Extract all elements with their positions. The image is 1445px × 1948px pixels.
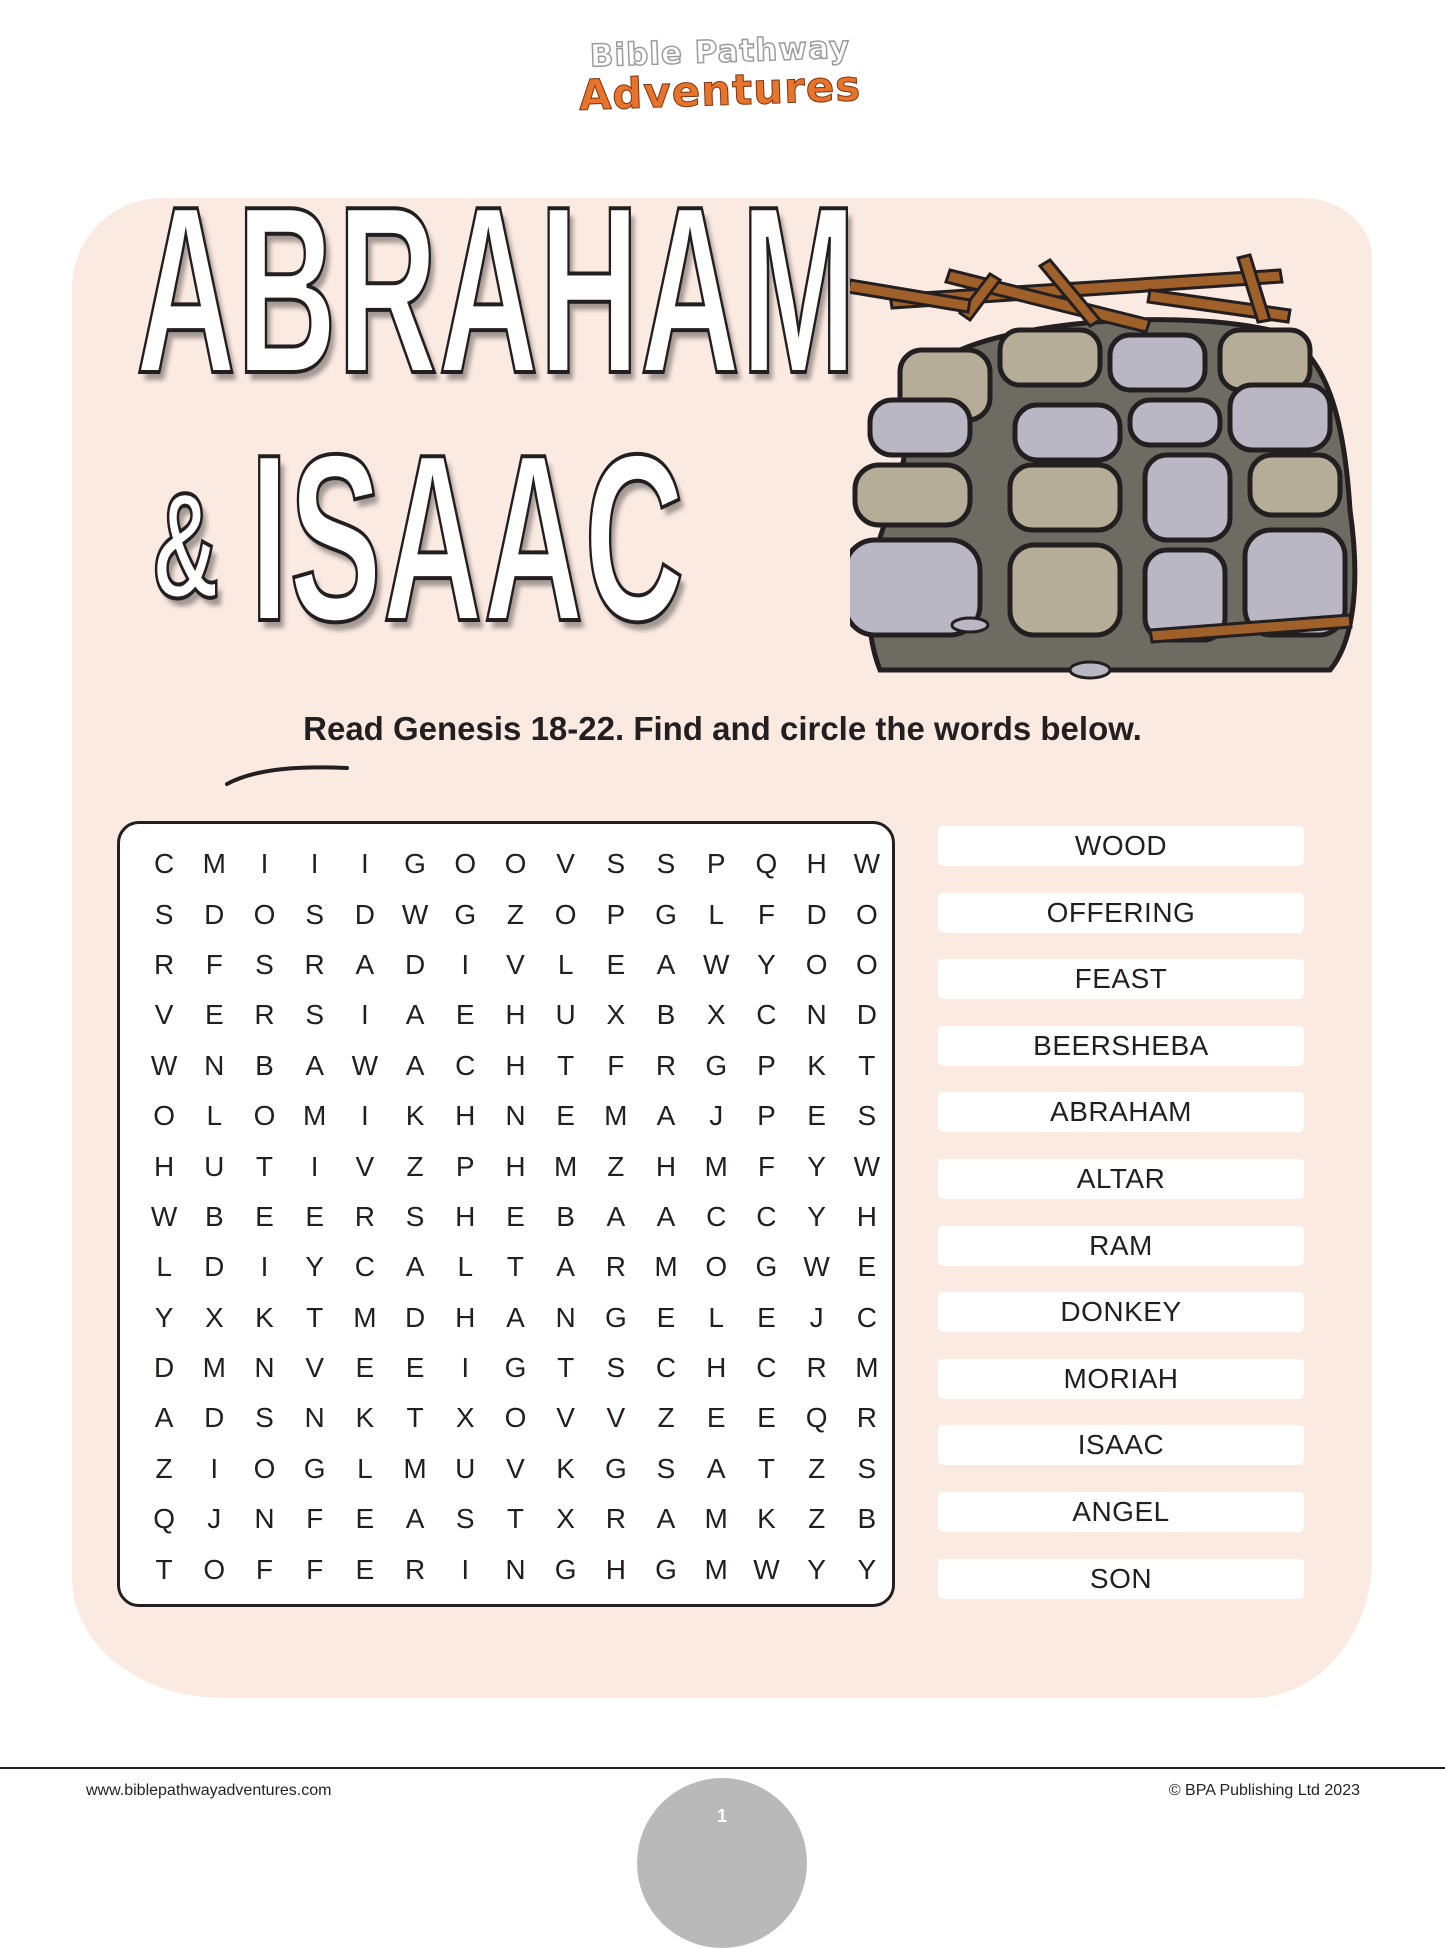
grid-letter[interactable]: C bbox=[756, 1352, 777, 1384]
grid-letter[interactable]: G bbox=[655, 898, 677, 930]
grid-letter[interactable]: X bbox=[556, 1503, 575, 1535]
grid-letter[interactable]: Q bbox=[755, 848, 778, 880]
grid-letter[interactable]: H bbox=[806, 848, 827, 880]
grid-letter[interactable]: E bbox=[455, 999, 475, 1031]
grid-letter[interactable]: Y bbox=[807, 1200, 826, 1232]
grid-letter[interactable]: S bbox=[305, 999, 325, 1031]
grid-letter[interactable]: A bbox=[656, 1100, 676, 1132]
grid-letter[interactable]: P bbox=[757, 1049, 776, 1081]
grid-letter[interactable]: J bbox=[809, 1301, 824, 1333]
grid-letter[interactable]: F bbox=[757, 898, 775, 930]
grid-letter[interactable]: E bbox=[355, 1553, 375, 1585]
grid-letter[interactable]: W bbox=[853, 1150, 881, 1182]
grid-letter[interactable]: R bbox=[605, 1251, 626, 1283]
grid-letter[interactable]: Z bbox=[607, 1150, 625, 1182]
word-list-item: WOOD bbox=[938, 826, 1304, 866]
grid-letter[interactable]: O bbox=[253, 1100, 276, 1132]
grid-letter[interactable]: A bbox=[154, 1402, 174, 1434]
grid-letter[interactable]: H bbox=[455, 1100, 476, 1132]
grid-letter[interactable]: P bbox=[606, 898, 626, 930]
grid-letter[interactable]: E bbox=[405, 1352, 425, 1384]
grid-letter[interactable]: E bbox=[807, 1100, 826, 1132]
title-ampersand: & bbox=[152, 461, 220, 629]
grid-letter[interactable]: Z bbox=[506, 898, 524, 930]
instructions: Read Genesis 18-22. Find and circle the words below. bbox=[303, 710, 1142, 747]
grid-letter[interactable]: A bbox=[706, 1452, 726, 1484]
grid-letter[interactable]: M bbox=[704, 1503, 728, 1535]
grid-letter[interactable]: T bbox=[506, 1251, 524, 1283]
grid-letter[interactable]: V bbox=[305, 1352, 325, 1384]
grid-letter[interactable]: Z bbox=[808, 1452, 826, 1484]
grid-letter[interactable]: E bbox=[757, 1402, 776, 1434]
grid-letter[interactable]: R bbox=[806, 1352, 827, 1384]
word-list-item: OFFERING bbox=[938, 893, 1304, 933]
grid-letter[interactable]: K bbox=[807, 1049, 826, 1081]
grid-letter[interactable]: S bbox=[656, 1452, 676, 1484]
grid-letter[interactable]: P bbox=[455, 1150, 475, 1182]
grid-letter[interactable]: N bbox=[806, 999, 827, 1031]
grid-letter[interactable]: S bbox=[255, 948, 274, 980]
grid-letter[interactable]: Y bbox=[154, 1301, 174, 1333]
underline-swoosh bbox=[222, 758, 352, 788]
grid-letter[interactable]: X bbox=[606, 999, 626, 1031]
grid-letter[interactable]: U bbox=[455, 1452, 476, 1484]
grid-letter[interactable]: L bbox=[156, 1251, 172, 1283]
grid-letter[interactable]: W bbox=[753, 1553, 780, 1585]
grid-letter[interactable]: I bbox=[461, 1352, 470, 1384]
grid-letter[interactable]: G bbox=[755, 1251, 778, 1283]
grid-letter[interactable]: R bbox=[354, 1200, 375, 1232]
grid-letter[interactable]: A bbox=[556, 1251, 575, 1283]
grid-letter[interactable]: I bbox=[360, 999, 369, 1031]
grid-letter[interactable]: M bbox=[654, 1251, 678, 1283]
grid-letter[interactable]: R bbox=[254, 999, 275, 1031]
grid-letter[interactable]: K bbox=[255, 1301, 274, 1333]
grid-letter[interactable]: S bbox=[154, 898, 174, 930]
word-list-item: FEAST bbox=[938, 959, 1304, 999]
grid-row bbox=[139, 1141, 892, 1191]
word-list-item: BEERSHEBA bbox=[938, 1026, 1304, 1066]
grid-letter[interactable]: L bbox=[708, 1301, 724, 1333]
grid-letter[interactable]: F bbox=[306, 1503, 324, 1535]
grid-letter[interactable]: E bbox=[857, 1251, 877, 1283]
grid-letter[interactable]: Q bbox=[805, 1402, 828, 1434]
grid-letter[interactable]: M bbox=[303, 1100, 327, 1132]
grid-letter[interactable]: V bbox=[606, 1402, 626, 1434]
grid-letter[interactable]: L bbox=[557, 948, 574, 980]
grid-letter[interactable]: T bbox=[306, 1301, 324, 1333]
grid-letter[interactable]: G bbox=[604, 1452, 627, 1484]
letter-grid bbox=[139, 839, 892, 1595]
grid-letter[interactable]: B bbox=[656, 999, 676, 1031]
grid-letter[interactable]: X bbox=[455, 1402, 475, 1434]
word-search-grid bbox=[117, 821, 895, 1607]
footer-copyright: © BPA Publishing Ltd 2023 bbox=[1168, 1782, 1360, 1799]
grid-letter[interactable]: E bbox=[556, 1100, 575, 1132]
grid-letter[interactable]: R bbox=[655, 1049, 677, 1081]
logo bbox=[570, 29, 870, 134]
grid-letter[interactable]: G bbox=[454, 898, 477, 930]
grid-letter[interactable]: D bbox=[204, 1251, 225, 1283]
grid-letter[interactable]: L bbox=[206, 1100, 223, 1132]
grid-letter[interactable]: G bbox=[604, 1301, 627, 1333]
grid-letter[interactable]: W bbox=[401, 898, 429, 930]
grid-letter[interactable]: O bbox=[705, 1251, 728, 1283]
grid-letter[interactable]: I bbox=[260, 1251, 269, 1283]
grid-letter[interactable]: A bbox=[405, 1251, 425, 1283]
grid-letter[interactable]: Z bbox=[657, 1402, 675, 1434]
grid-letter[interactable]: I bbox=[461, 948, 470, 980]
grid-letter[interactable]: M bbox=[704, 1150, 728, 1182]
grid-row bbox=[139, 1192, 892, 1242]
grid-letter[interactable]: D bbox=[153, 1352, 175, 1384]
grid-letter[interactable]: D bbox=[404, 1301, 426, 1333]
grid-letter[interactable]: C bbox=[856, 1301, 877, 1333]
grid-letter[interactable]: N bbox=[204, 1049, 225, 1081]
grid-row bbox=[139, 1444, 892, 1494]
grid-letter[interactable]: W bbox=[702, 948, 730, 980]
grid-letter[interactable]: X bbox=[204, 1301, 224, 1333]
grid-letter[interactable]: V bbox=[154, 999, 174, 1031]
grid-letter[interactable]: G bbox=[504, 1352, 527, 1384]
grid-letter[interactable]: I bbox=[461, 1553, 470, 1585]
grid-letter[interactable]: S bbox=[405, 1200, 425, 1232]
grid-letter[interactable]: A bbox=[405, 1049, 425, 1081]
grid-letter[interactable]: M bbox=[704, 1553, 728, 1585]
grid-letter[interactable]: I bbox=[310, 848, 319, 880]
grid-letter[interactable]: C bbox=[756, 999, 777, 1031]
grid-letter[interactable]: W bbox=[150, 1200, 178, 1232]
grid-letter[interactable]: Y bbox=[757, 948, 776, 980]
grid-letter[interactable]: D bbox=[354, 898, 375, 930]
grid-letter[interactable]: T bbox=[557, 1352, 575, 1384]
grid-letter[interactable]: F bbox=[205, 948, 223, 980]
grid-letter[interactable]: T bbox=[506, 1503, 524, 1535]
grid-letter[interactable]: O bbox=[454, 848, 477, 880]
grid-letter[interactable]: T bbox=[255, 1150, 274, 1182]
grid-row bbox=[139, 1393, 892, 1443]
grid-letter[interactable]: M bbox=[604, 1100, 628, 1132]
grid-letter[interactable]: E bbox=[204, 999, 224, 1031]
grid-letter[interactable]: V bbox=[556, 848, 575, 880]
grid-letter[interactable]: B bbox=[255, 1049, 274, 1081]
grid-letter[interactable]: A bbox=[606, 1200, 626, 1232]
grid-letter[interactable]: F bbox=[757, 1150, 775, 1182]
grid-letter[interactable]: D bbox=[806, 898, 827, 930]
grid-row bbox=[139, 990, 892, 1040]
grid-letter[interactable]: U bbox=[204, 1150, 225, 1182]
grid-letter[interactable]: S bbox=[857, 1452, 877, 1484]
grid-letter[interactable]: A bbox=[405, 1503, 425, 1535]
grid-letter[interactable]: Y bbox=[305, 1251, 325, 1283]
grid-letter[interactable]: W bbox=[853, 848, 881, 880]
grid-letter[interactable]: E bbox=[355, 1503, 375, 1535]
grid-letter[interactable]: D bbox=[856, 999, 877, 1031]
grid-letter[interactable]: J bbox=[207, 1503, 222, 1535]
grid-row bbox=[139, 1544, 892, 1594]
title-isaac: ISAAC bbox=[250, 406, 686, 671]
grid-letter[interactable]: I bbox=[360, 1100, 369, 1132]
grid-letter[interactable]: M bbox=[353, 1301, 377, 1333]
grid-letter[interactable]: Z bbox=[808, 1503, 826, 1535]
grid-letter[interactable]: G bbox=[554, 1553, 577, 1585]
altar-illustration bbox=[850, 250, 1370, 700]
grid-letter[interactable]: G bbox=[655, 1553, 677, 1585]
grid-letter[interactable]: T bbox=[858, 1049, 876, 1081]
grid-letter[interactable]: O bbox=[855, 898, 878, 930]
grid-letter[interactable]: A bbox=[656, 1503, 676, 1535]
grid-letter[interactable]: E bbox=[305, 1200, 325, 1232]
word-list-item: ABRAHAM bbox=[938, 1092, 1304, 1132]
grid-letter[interactable]: R bbox=[153, 948, 175, 980]
grid-letter[interactable]: O bbox=[203, 1553, 226, 1585]
grid-letter[interactable]: I bbox=[310, 1150, 319, 1182]
grid-letter[interactable]: H bbox=[655, 1150, 677, 1182]
grid-letter[interactable]: E bbox=[656, 1301, 676, 1333]
grid-row bbox=[139, 1091, 892, 1141]
grid-letter[interactable]: Z bbox=[155, 1452, 173, 1484]
grid-letter[interactable]: R bbox=[404, 1553, 426, 1585]
grid-letter[interactable]: V bbox=[506, 948, 525, 980]
grid-letter[interactable]: O bbox=[153, 1100, 175, 1132]
grid-letter[interactable]: G bbox=[303, 1452, 326, 1484]
grid-letter[interactable]: S bbox=[606, 848, 626, 880]
grid-row bbox=[139, 940, 892, 990]
grid-letter[interactable]: T bbox=[406, 1402, 424, 1434]
grid-letter[interactable]: N bbox=[505, 1100, 526, 1132]
grid-letter[interactable]: A bbox=[656, 948, 676, 980]
grid-letter[interactable]: H bbox=[505, 999, 526, 1031]
grid-letter[interactable]: R bbox=[304, 948, 325, 980]
grid-letter[interactable]: G bbox=[705, 1049, 728, 1081]
grid-letter[interactable]: B bbox=[204, 1200, 224, 1232]
word-list-item: SON bbox=[938, 1559, 1304, 1599]
word-list-item: MORIAH bbox=[938, 1359, 1304, 1399]
grid-letter[interactable]: M bbox=[403, 1452, 427, 1484]
grid-letter[interactable]: K bbox=[757, 1503, 776, 1535]
grid-letter[interactable]: M bbox=[553, 1150, 578, 1182]
grid-letter[interactable]: L bbox=[457, 1251, 474, 1283]
grid-row bbox=[139, 889, 892, 939]
grid-letter[interactable]: O bbox=[504, 1402, 527, 1434]
grid-letter[interactable]: I bbox=[260, 848, 269, 880]
grid-letter[interactable]: X bbox=[706, 999, 726, 1031]
grid-letter[interactable]: D bbox=[204, 1402, 225, 1434]
grid-letter[interactable]: Z bbox=[406, 1150, 424, 1182]
grid-letter[interactable]: B bbox=[857, 1503, 877, 1535]
grid-letter[interactable]: F bbox=[255, 1553, 274, 1585]
grid-letter[interactable]: O bbox=[253, 1452, 276, 1484]
grid-letter[interactable]: S bbox=[606, 1352, 626, 1384]
page-number: 1 bbox=[716, 1806, 727, 1826]
grid-letter[interactable]: C bbox=[354, 1251, 375, 1283]
grid-letter[interactable]: S bbox=[455, 1503, 475, 1535]
grid-letter[interactable]: T bbox=[155, 1553, 173, 1585]
word-list-item: RAM bbox=[938, 1226, 1304, 1266]
word-list-item: ANGEL bbox=[938, 1492, 1304, 1532]
grid-letter[interactable]: M bbox=[202, 848, 226, 880]
grid-letter[interactable]: H bbox=[455, 1200, 476, 1232]
grid-letter[interactable]: L bbox=[357, 1452, 373, 1484]
grid-letter[interactable]: M bbox=[202, 1352, 226, 1384]
grid-letter[interactable]: B bbox=[556, 1200, 575, 1232]
grid-letter[interactable]: K bbox=[355, 1402, 375, 1434]
grid-letter[interactable]: H bbox=[505, 1049, 526, 1081]
word-list-item: ALTAR bbox=[938, 1159, 1304, 1199]
grid-letter[interactable]: H bbox=[455, 1301, 476, 1333]
grid-letter[interactable]: T bbox=[757, 1452, 775, 1484]
grid-letter[interactable]: A bbox=[405, 999, 425, 1031]
grid-letter[interactable]: O bbox=[504, 848, 527, 880]
grid-letter[interactable]: V bbox=[506, 1452, 525, 1484]
grid-letter[interactable]: P bbox=[757, 1100, 776, 1132]
grid-letter[interactable]: M bbox=[855, 1352, 879, 1384]
grid-letter[interactable]: H bbox=[153, 1150, 175, 1182]
grid-letter[interactable]: O bbox=[855, 948, 878, 980]
grid-letter[interactable]: H bbox=[605, 1553, 626, 1585]
grid-row bbox=[139, 839, 892, 889]
grid-letter[interactable]: L bbox=[708, 898, 724, 930]
grid-row bbox=[139, 1494, 892, 1544]
grid-letter[interactable]: D bbox=[404, 948, 426, 980]
grid-letter[interactable]: R bbox=[605, 1503, 626, 1535]
grid-letter[interactable]: A bbox=[305, 1049, 325, 1081]
grid-letter[interactable]: A bbox=[656, 1200, 676, 1232]
grid-letter[interactable]: S bbox=[305, 898, 325, 930]
grid-letter[interactable]: N bbox=[254, 1352, 275, 1384]
logo-line2: Adventures bbox=[577, 61, 863, 120]
grid-letter[interactable]: N bbox=[505, 1553, 526, 1585]
footer-url[interactable]: www.biblepathwayadventures.com bbox=[86, 1782, 332, 1799]
grid-letter[interactable]: E bbox=[255, 1200, 274, 1232]
grid-letter[interactable]: U bbox=[555, 999, 576, 1031]
page-number-tab bbox=[637, 1778, 807, 1948]
grid-letter[interactable]: A bbox=[355, 948, 375, 980]
grid-row bbox=[139, 1041, 892, 1091]
word-list-item: DONKEY bbox=[938, 1292, 1304, 1332]
grid-letter[interactable]: C bbox=[756, 1200, 777, 1232]
grid-letter[interactable]: T bbox=[557, 1049, 575, 1081]
grid-letter[interactable]: Q bbox=[153, 1503, 175, 1535]
grid-letter[interactable]: E bbox=[706, 1402, 726, 1434]
grid-letter[interactable]: N bbox=[555, 1301, 576, 1333]
footer-divider bbox=[0, 1767, 1445, 1769]
grid-letter[interactable]: S bbox=[857, 1100, 877, 1132]
grid-letter[interactable]: P bbox=[706, 848, 726, 880]
grid-letter[interactable]: K bbox=[556, 1452, 575, 1484]
grid-letter[interactable]: C bbox=[455, 1049, 476, 1081]
grid-letter[interactable]: N bbox=[304, 1402, 325, 1434]
grid-letter[interactable]: E bbox=[355, 1352, 375, 1384]
grid-letter[interactable]: K bbox=[405, 1100, 425, 1132]
word-list-item: ISAAC bbox=[938, 1425, 1304, 1465]
grid-letter[interactable]: E bbox=[506, 1200, 525, 1232]
grid-letter[interactable]: S bbox=[255, 1402, 274, 1434]
grid-letter[interactable]: E bbox=[606, 948, 626, 980]
grid-letter[interactable]: Y bbox=[857, 1553, 877, 1585]
grid-letter[interactable]: Y bbox=[807, 1553, 826, 1585]
grid-letter[interactable]: H bbox=[856, 1200, 877, 1232]
grid-letter[interactable]: A bbox=[506, 1301, 525, 1333]
grid-letter[interactable]: F bbox=[607, 1049, 625, 1081]
grid-letter[interactable]: H bbox=[706, 1352, 727, 1384]
grid-letter[interactable]: V bbox=[355, 1150, 375, 1182]
grid-letter[interactable]: I bbox=[210, 1452, 219, 1484]
grid-letter[interactable]: F bbox=[306, 1553, 324, 1585]
grid-letter[interactable]: Y bbox=[807, 1150, 826, 1182]
grid-letter[interactable]: J bbox=[709, 1100, 724, 1132]
grid-letter[interactable]: C bbox=[153, 848, 175, 880]
grid-row bbox=[139, 1293, 892, 1343]
grid-letter[interactable]: W bbox=[351, 1049, 379, 1081]
grid-row bbox=[139, 1343, 892, 1393]
grid-letter[interactable]: N bbox=[254, 1503, 275, 1535]
word-list bbox=[938, 826, 1304, 1625]
grid-letter[interactable]: V bbox=[556, 1402, 575, 1434]
grid-letter[interactable]: H bbox=[505, 1150, 526, 1182]
grid-letter[interactable]: R bbox=[856, 1402, 877, 1434]
grid-letter[interactable]: G bbox=[404, 848, 426, 880]
grid-letter[interactable]: O bbox=[805, 948, 828, 980]
logo-line1: Bible Pathway bbox=[589, 29, 851, 75]
title-abraham: ABRAHAM bbox=[136, 158, 858, 423]
grid-letter[interactable]: O bbox=[253, 898, 276, 930]
grid-letter[interactable]: E bbox=[757, 1301, 776, 1333]
grid-letter[interactable]: I bbox=[360, 848, 369, 880]
grid-letter[interactable]: W bbox=[803, 1251, 830, 1283]
grid-row bbox=[139, 1242, 892, 1292]
grid-letter[interactable]: D bbox=[204, 898, 225, 930]
grid-letter[interactable]: W bbox=[150, 1049, 178, 1081]
grid-letter[interactable]: O bbox=[554, 898, 577, 930]
grid-letter[interactable]: S bbox=[656, 848, 676, 880]
grid-letter[interactable]: C bbox=[706, 1200, 727, 1232]
grid-letter[interactable]: C bbox=[655, 1352, 677, 1384]
